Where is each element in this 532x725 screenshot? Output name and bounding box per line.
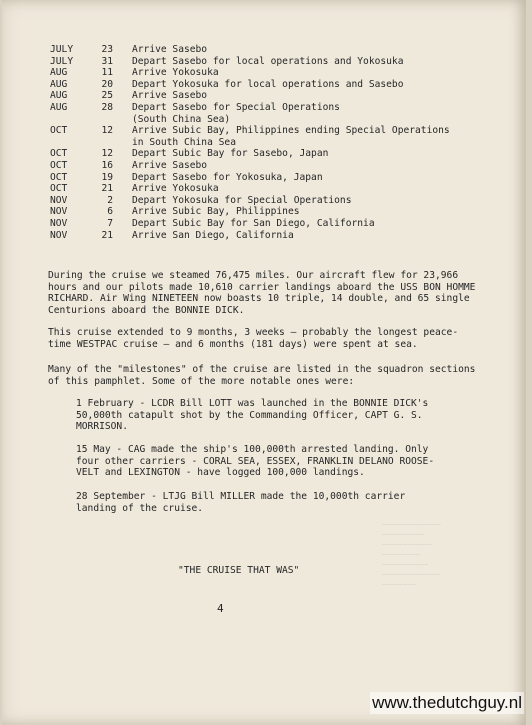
schedule-event: Depart Subic Bay for San Diego, California [132, 217, 375, 229]
schedule-day: 7 [107, 217, 113, 229]
schedule-month: JULY [50, 44, 74, 55]
schedule-row [50, 218, 472, 230]
schedule-day: 6 [107, 206, 113, 218]
schedule-day: 12 [101, 125, 113, 137]
schedule-month: AUG [50, 78, 68, 90]
milestone-item: 15 May - CAG made the ship's 100,000th arrested landing. Only four other carriers - CORAL SEA, ESSEX, FRANKLIN DELANO ROOSE-VELT and LEXINGTON - have logged 100,000 landings. [76, 444, 435, 479]
schedule-day: 20 [101, 78, 113, 90]
schedule-row [50, 44, 472, 56]
schedule-event: Depart Sasebo for Special Operations (South China Sea) [132, 101, 340, 125]
schedule-month: NOV [50, 229, 68, 241]
schedule-day: 16 [101, 159, 113, 171]
schedule-day: 21 [101, 183, 113, 195]
schedule-event: Arrive Sasebo [132, 90, 208, 102]
schedule-event: Arrive Subic Bay, Philippines ending Special Operations in South China Sea [132, 125, 450, 148]
page-number: 4 [217, 602, 224, 615]
schedule-row [50, 206, 472, 218]
schedule-row [50, 56, 472, 68]
schedule-event: Depart Yokosuka for local operations and Sasebo [132, 78, 404, 90]
schedule-day: 11 [101, 67, 113, 79]
milestone-item: 1 February - LCDR Bill LOTT was launched in the BONNIE DICK's 50,000th catapult shot by the Commanding Officer, CAPT G. S. MORRISON. [76, 398, 429, 433]
schedule-month: JULY [50, 55, 74, 67]
schedule-month: OCT [50, 125, 68, 137]
schedule-event: Depart Subic Bay for Sasebo, Japan [132, 148, 329, 160]
schedule-day: 23 [101, 44, 113, 55]
schedule-day: 19 [101, 171, 113, 183]
schedule-event: Depart Sasebo for Yokosuka, Japan [132, 171, 323, 183]
schedule-month: NOV [50, 217, 68, 229]
schedule-row [50, 183, 472, 195]
schedule-month: OCT [50, 159, 68, 171]
schedule-month: NOV [50, 194, 68, 206]
schedule-month: OCT [50, 171, 68, 183]
schedule-row [50, 90, 472, 102]
schedule-day: 31 [101, 55, 113, 67]
schedule-row [50, 172, 472, 184]
schedule-month: NOV [50, 206, 68, 218]
schedule-day: 28 [101, 101, 113, 113]
cruise-stats-paragraph: During the cruise we steamed 76,475 miles. Our aircraft flew for 23,966 hours and our pilots made 10,610 carrier landings aboard the USS BON HOMME RICHARD. Air Wing NINETEEN now boasts 10 triple, 14 double, and 65 single Centurions aboard the BONNIE DICK. [48, 270, 476, 316]
schedule-row [50, 195, 472, 207]
schedule-day: 21 [101, 229, 113, 241]
site-watermark: www.thedutchguy.nl [372, 693, 522, 712]
schedule-row [50, 79, 472, 91]
cruise-schedule [50, 44, 472, 241]
schedule-event: Arrive Sasebo [132, 159, 208, 171]
schedule-month: AUG [50, 67, 68, 79]
schedule-row [50, 148, 472, 160]
schedule-month: OCT [50, 183, 68, 195]
schedule-row [50, 67, 472, 79]
schedule-row [50, 125, 472, 148]
schedule-event: Depart Sasebo for local operations and Yokosuka [132, 55, 404, 67]
schedule-month: AUG [50, 90, 68, 102]
schedule-event: Arrive Subic Bay, Philippines [132, 206, 300, 218]
schedule-event: Depart Yokosuka for Special Operations [132, 194, 352, 206]
schedule-day: 2 [107, 194, 113, 206]
schedule-day: 25 [101, 90, 113, 102]
duration-paragraph: This cruise extended to 9 months, 3 weeks — probably the longest peace-time WESTPAC cruise — and 6 months (181 days) were spent at sea. [48, 327, 459, 350]
schedule-row [50, 230, 472, 242]
schedule-month: AUG [50, 101, 68, 113]
schedule-row [50, 160, 472, 172]
schedule-event: Arrive Yokosuka [132, 67, 219, 79]
schedule-event: Arrive Sasebo [132, 44, 208, 55]
schedule-day: 12 [101, 148, 113, 160]
schedule-month: OCT [50, 148, 68, 160]
milestones-intro-paragraph: Many of the "milestones" of the cruise are listed in the squadron sections of this pamphlet. Some of the more notable ones were: [48, 364, 476, 387]
schedule-event: Arrive San Diego, California [132, 229, 294, 241]
bleed-through-text: ~~~~~~~~~~~~~~ ~~~~~~~~~~ ~~~~~~~~~~~~ ~~~~~~~~~ ~~~~~~~~~~~ ~~~~~~~~~~~~~~ ~~~~~~~~ [382, 521, 442, 589]
cruise-title: "THE CRUISE THAT WAS" [178, 565, 300, 576]
schedule-row [50, 102, 472, 125]
schedule-event: Arrive Yokosuka [132, 183, 219, 195]
document-page [2, 0, 526, 725]
milestone-item: 28 September - LTJG Bill MILLER made the 10,000th carrier landing of the cruise. [76, 491, 406, 514]
